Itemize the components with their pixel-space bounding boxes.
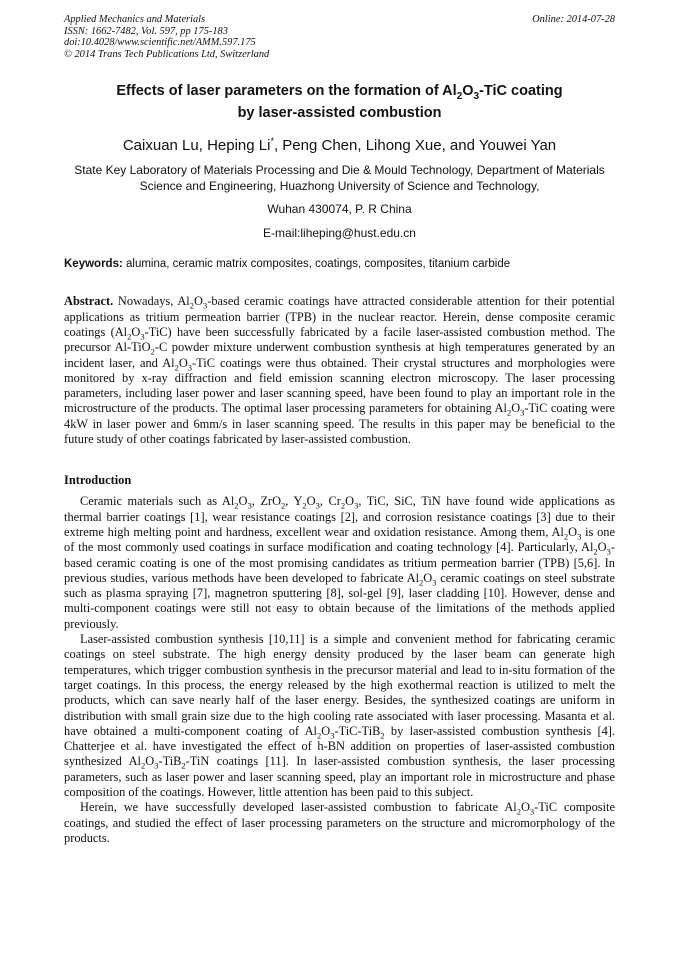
copyright-line: © 2014 Trans Tech Publications Ltd, Switzerland xyxy=(64,48,270,60)
abstract: Abstract. Nowadays, $Al_2O_3$-based ceramic coatings have attracted considerable attention for their potential applications as tritium permeation barrier (TPB) in the nuclear reactor. Herein, dense composite ceramic coatings $(Al_2O_3-TiC)$ have been successfully fabricated by a facile laser-assisted combustion method. The precursor Al-TiO$_2$-C powder mixture underwent combustion synthesis at high temperatures generated by an incident laser, and $Al_2O_3$-TiC coatings were thus obtained. Their crystal structures and morphologies were monitored by x-ray diffraction and field emission scanning electron microscopy. The laser processing parameters, including laser power and laser scanning speed, have been found to play an important role in the microstructure of the products. The optimal laser processing parameters for obtaining $Al_2O_3$-TiC coating were 4kW in laser power and 6mm/s in laser scanning speed. The results in this paper may be beneficial to the future study of other coatings fabricated by laser-assisted combustion. xyxy=(64,294,616,447)
corresponding-mark: * xyxy=(270,136,274,147)
doi-line: doi:10.4028/www.scientific.net/AMM.597.175 xyxy=(64,37,256,49)
title-line-1: Effects of laser parameters on the formation of $Al_2O_3$-TiC coating xyxy=(116,83,563,103)
email: E-mail:liheping@hust.edu.cn xyxy=(263,225,416,240)
intro-paragraph-1: Ceramic materials such as $Al_2O_3$, ZrO$_2$, $Y_2O_3$, $Cr_2O_3$, TiC, SiC, TiN have found wide applications as thermal barrier coatings [1], wear resistance coatings [2], and corrosion resistance coatings [3] due to their extreme high melting point and hardness, excellent wear and oxidation resistance. Among them, $Al_2O_3$ is one of the most commonly used coatings in surface modification and coating technology [4]. Particularly, $Al_2O_3$-based ceramic coating is one of the most promising candidates as tritium permeation barrier (TPB) [5,6]. In previous studies, various methods have been developed to fabricate $Al_2O_3$ ceramic coatings on steel substrate such as plasma spraying [7], magnetron sputtering [8], sol-gel [9], laser cladding [10]. However, dense and multi-component coatings were still not easy to obtain because of the limitations of the methods applied previously. xyxy=(64,494,615,631)
paper-page xyxy=(64,14,615,846)
intro-paragraph-3: Herein, we have successfully developed laser-assisted combustion to fabricate $Al_2O_3$-TiC composite coatings, and studied the effect of laser processing parameters on the structure and micromorphology of the products. xyxy=(64,800,615,845)
issn-line: ISSN: 1662-7482, Vol. 597, pp 175-183 xyxy=(64,25,228,37)
section-heading-introduction: Introduction xyxy=(64,473,132,488)
online-date: Online: 2014-07-28 xyxy=(532,14,615,25)
affiliation: State Key Laboratory of Materials Processing and Die & Mould Technology, Department of Materials Science and Engineering, Huazhong University of Science and Technology, Wuhan 430074, P. R China E-mail:liheping@hust.edu.cn xyxy=(64,163,615,241)
keywords: Keywords: alumina, ceramic matrix composites, coatings, composites, titanium carbide xyxy=(64,258,511,271)
intro-paragraph-2: Laser-assisted combustion synthesis [10,11] is a simple and convenient method for fabricating ceramic coatings on steel substrate. The high energy density produced by the laser beam can generate high temperatures, which trigger combustion synthesis in the precursor material and lead to in-situ formation of the target coatings. In this process, the energy released by the high exothermal reaction is utilized to melt the products, which can save nearly half of the laser energy. Besides, the synthesized coatings are uniform in distribution with small grain size due to the high cooling rate associated with laser processing. Masanta et al. have obtained a multi-component coating of $Al_2O_3-TiC-TiB_2$ by laser-assisted combustion synthesis [4]. Chatterjee et al. have investigated the effect of h-BN addition on properties of laser-assisted combustion synthesized $Al_2O_3-TiB_2$-TiN coatings [11]. In laser-assisted combustion synthesis, the laser processing parameters, such as laser power and laser scanning speed, play an important role in microstructure and phase composition of the coatings. However, little attention has been paid to this subject. xyxy=(64,632,616,799)
paper-title xyxy=(64,80,615,124)
title-line-2: by laser-assisted combustion xyxy=(237,105,442,122)
author-list: Caixuan Lu, Heping Li*, Peng Chen, Lihong Xue, and Youwei Yan xyxy=(122,136,557,155)
journal-name: Applied Mechanics and Materials xyxy=(64,14,206,25)
